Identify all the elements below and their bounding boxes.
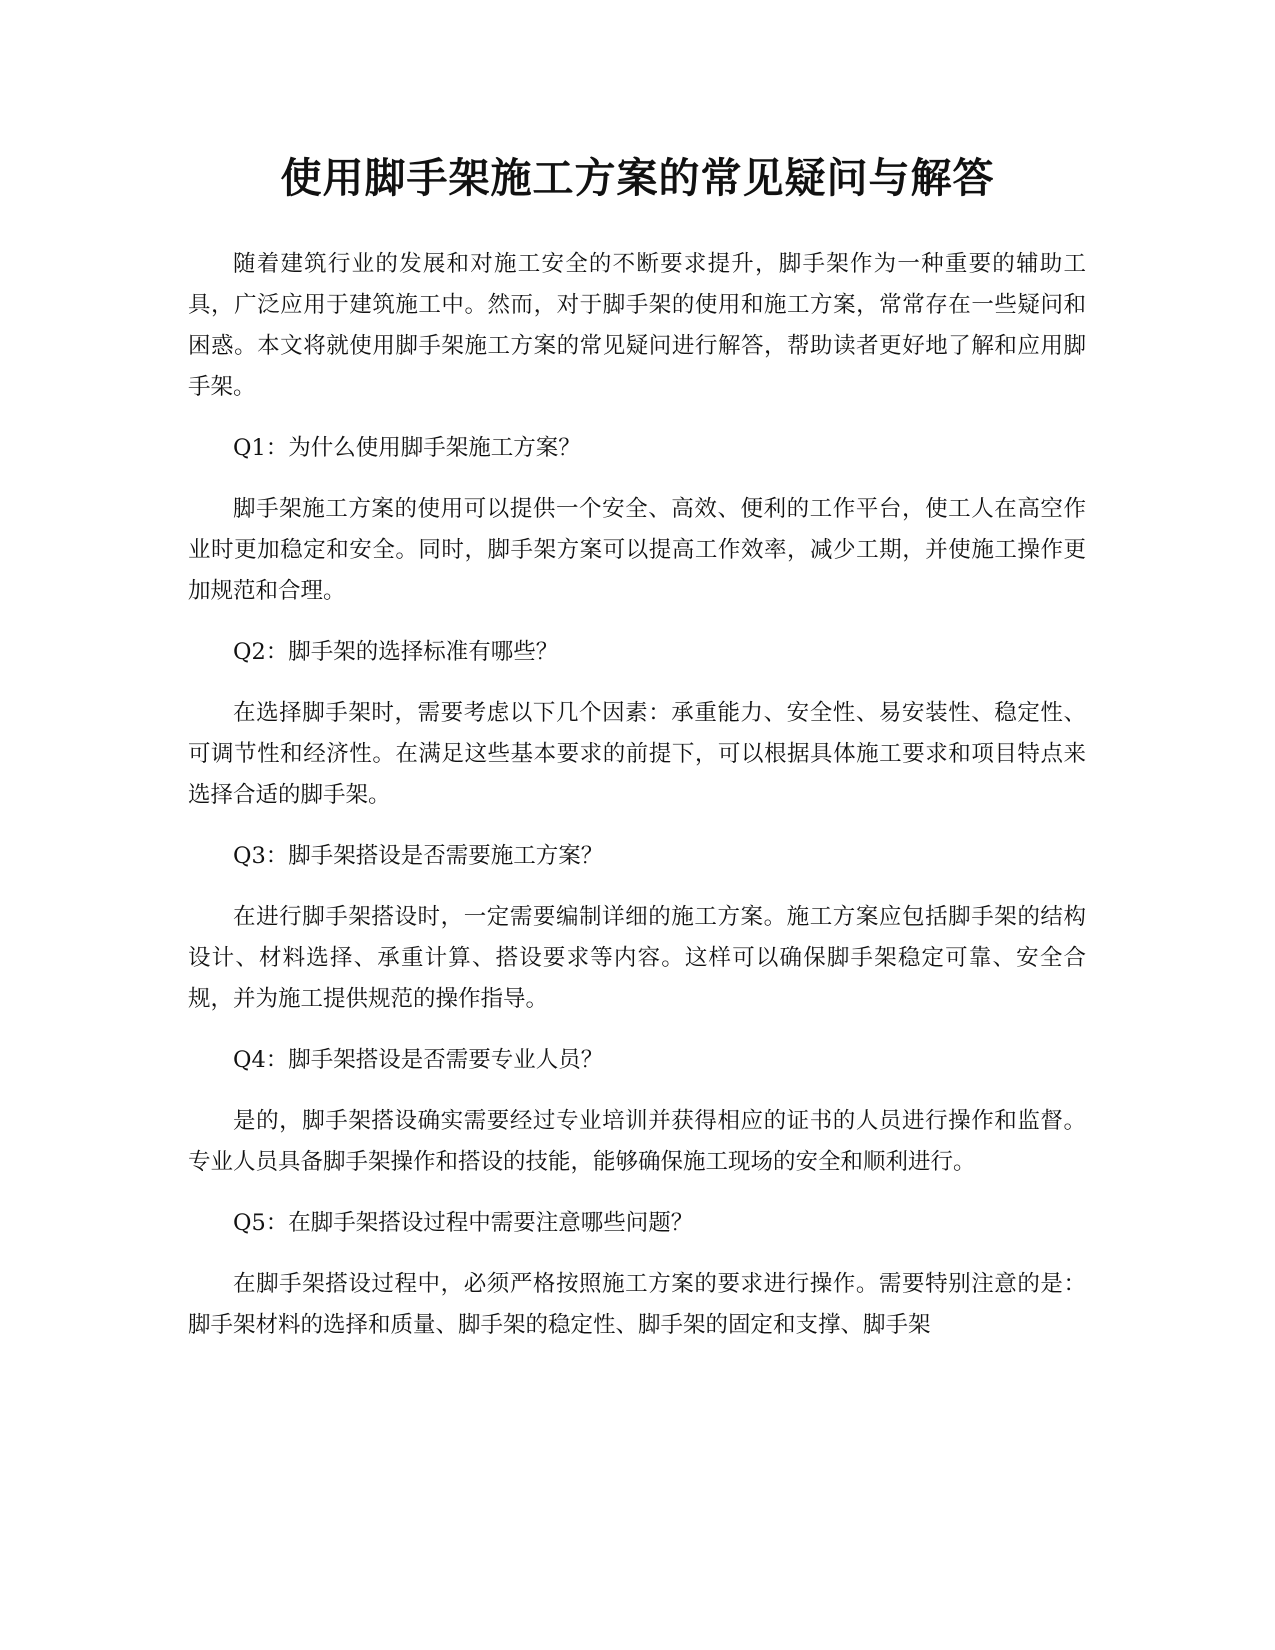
question-3: Q3：脚手架搭设是否需要施工方案？ [233, 843, 604, 869]
document-title: 使用脚手架施工方案的常见疑问与解答 [280, 154, 995, 202]
document-body [188, 244, 1086, 1366]
answer-4: 是的，脚手架搭设确实需要经过专业培训并获得相应的证书的人员进行操作和监督。专业人员具备脚手架操作和搭设的技能，能够确保施工现场的安全和顺利进行。 [188, 1108, 1086, 1175]
answer-3: 在进行脚手架搭设时，一定需要编制详细的施工方案。施工方案应包括脚手架的结构设计、材料选择、承重计算、搭设要求等内容。这样可以确保脚手架稳定可靠、安全合规，并为施工提供规范的操作指导。 [188, 904, 1086, 1012]
intro-paragraph: 随着建筑行业的发展和对施工安全的不断要求提升，脚手架作为一种重要的辅助工具，广泛应用于建筑施工中。然而，对于脚手架的使用和施工方案，常常存在一些疑问和困惑。本文将就使用脚手架施工方案的常见疑问进行解答，帮助读者更好地了解和应用脚手架。 [188, 251, 1086, 400]
question-5: Q5：在脚手架搭设过程中需要注意哪些问题？ [233, 1210, 694, 1236]
question-4: Q4：脚手架搭设是否需要专业人员？ [233, 1047, 604, 1073]
answer-2: 在选择脚手架时，需要考虑以下几个因素：承重能力、安全性、易安装性、稳定性、可调节性和经济性。在满足这些基本要求的前提下，可以根据具体施工要求和项目特点来选择合适的脚手架。 [188, 700, 1086, 808]
answer-1: 脚手架施工方案的使用可以提供一个安全、高效、便利的工作平台，使工人在高空作业时更加稳定和安全。同时，脚手架方案可以提高工作效率，减少工期，并使施工操作更加规范和合理。 [188, 496, 1086, 604]
question-1: Q1：为什么使用脚手架施工方案？ [233, 435, 581, 461]
answer-5: 在脚手架搭设过程中，必须严格按照施工方案的要求进行操作。需要特别注意的是：脚手架材料的选择和质量、脚手架的稳定性、脚手架的固定和支撑、脚手架 [188, 1271, 1086, 1338]
question-2: Q2：脚手架的选择标准有哪些？ [233, 639, 559, 665]
